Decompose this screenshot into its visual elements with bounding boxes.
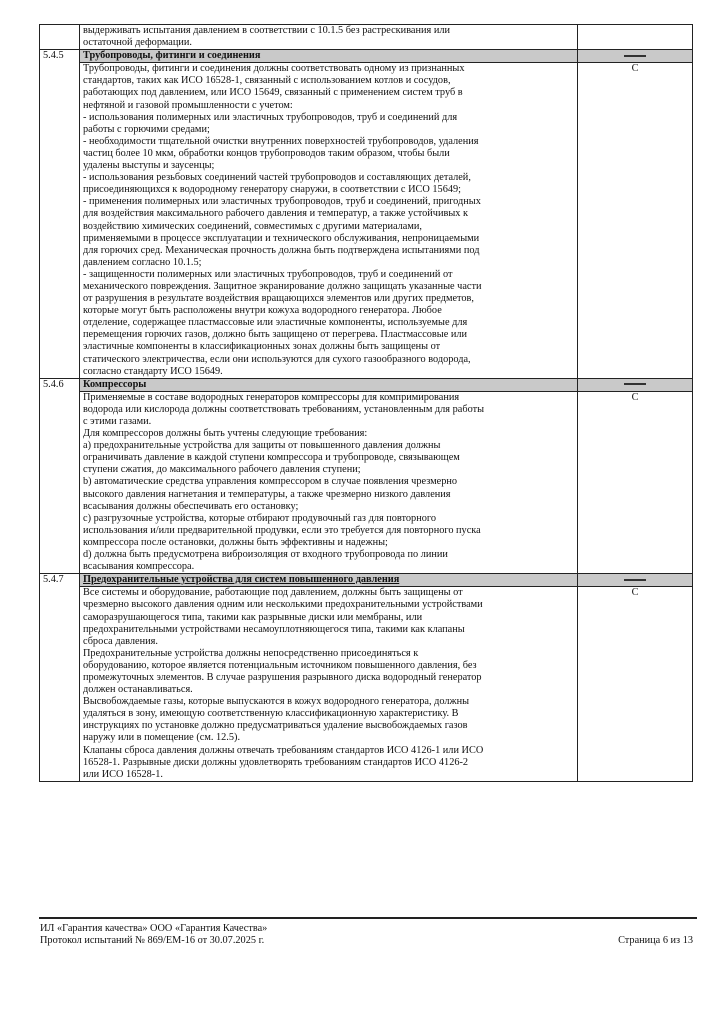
text-line: статического электричества, если они используются для сухого газообразного водорода,: [83, 353, 471, 365]
text-line: перемещения горючих газов, должно быть защищено от перегрева. Пластмассовые или: [83, 329, 468, 341]
result-cell: С: [578, 63, 693, 378]
text-line: для воздействия максимального рабочего давления и температур, а также устойчивых к: [83, 208, 468, 220]
clause-number: [40, 25, 80, 50]
text-line: - использования резьбовых соединений частей трубопроводов и составляющих деталей,: [83, 172, 471, 184]
dash-mark: [624, 55, 646, 57]
section-header-row: [40, 378, 693, 391]
result-cell: [578, 25, 693, 50]
text-line: остаточной деформации.: [83, 37, 192, 49]
text-line: водорода или кислорода должны соответствовать требованиям, установленным для работы: [83, 403, 485, 415]
text-line: удалены выступы и заусенцы;: [83, 160, 215, 172]
text-line: оборудованию, которое является потенциальным источником повышенного давления, без: [83, 659, 477, 671]
text-line: эластичные компоненты в классификационных зонах должны быть защищены от: [83, 341, 441, 353]
text-line: c) разгрузочные устройства, которые отбирают продувочный газ для повторного: [83, 512, 436, 524]
text-line: или ИСО 16528-1.: [83, 768, 163, 780]
header-mark: [578, 574, 693, 587]
section-title: Компрессоры: [80, 378, 578, 391]
text-line: механического повреждения. Защитное экранирование должно защищать указанные части: [83, 280, 482, 292]
text-line: - защищенности полимерных или эластичных трубопроводов, труб и соединений от: [83, 268, 453, 280]
text-line: высокого давления нагнетания и температуры, а также чрезмерно низкого давления: [83, 488, 451, 500]
requirement-text: [80, 391, 578, 573]
text-line: должен останавливаться.: [83, 684, 193, 696]
text-line: b) автоматические средства управления компрессором в случае появления чрезмерно: [83, 476, 458, 488]
requirements-table: [39, 24, 693, 782]
section-header-row: [40, 50, 693, 63]
text-line: нефтяной и газовой промышленности с учетом:: [83, 99, 293, 111]
requirement-text: [80, 587, 578, 782]
text-line: стандартов, таких как ИСО 16528-1, связанный с использованием котлов и сосудов,: [83, 75, 451, 87]
text-line: удаляться в зону, имеющую соответственную классификационную характеристику. В: [83, 708, 459, 720]
header-mark: [578, 378, 693, 391]
text-line: Предохранительные устройства должны непосредственно присоединяться к: [83, 647, 419, 659]
text-line: саморазрушающегося типа, такими как разрывные диски или мембраны, или: [83, 611, 423, 623]
dash-mark: [624, 579, 646, 581]
text-line: - применения полимерных или эластичных трубопроводов, труб и соединений, пригодных: [83, 196, 481, 208]
text-line: сброса давления.: [83, 635, 158, 647]
text-line: присоединяющихся к водородному генератору снаружи, в соответствии с ИСО 15649;: [83, 184, 461, 196]
text-line: Все системы и оборудование, работающие под давлением, должны быть защищены от: [83, 587, 463, 599]
text-line: инструкциях по установке должно предусматриваться удаление высвобождаемых газов: [83, 720, 468, 732]
text-line: Клапаны сброса давления должны отвечать требованиям стандартов ИСО 4126-1 или ИСО: [83, 744, 484, 756]
page-number: Страница 6 из 13: [618, 935, 693, 946]
text-line: от разрушения в результате воздействия вращающихся элементов или других предметов,: [83, 293, 474, 305]
text-line: - необходимости тщательной очистки внутренних поверхностей трубопроводов, удаления: [83, 135, 479, 147]
text-line: частиц более 10 мкм, обработки концов трубопроводов таким образом, чтобы были: [83, 147, 450, 159]
text-line: предохранительными устройствами несамоуплотняющегося типа, такими как клапаны: [83, 623, 465, 635]
footer-info: [40, 923, 695, 947]
requirement-text: [80, 63, 578, 378]
page-footer: [40, 923, 695, 947]
text-line: 16528-1. Разрывные диски должны удовлетворять требованиям стандартов ИСО 4126-2: [83, 756, 469, 768]
section-header-row: [40, 574, 693, 587]
table-row: [40, 63, 693, 378]
result-cell: С: [578, 391, 693, 573]
text-line: промежуточных элементов. В случае разрушения разрывного диска водородный генератор: [83, 671, 482, 683]
text-line: - использования полимерных или эластичных трубопроводов, труб и соединений для: [83, 111, 458, 123]
footer-lab-name: ИЛ «Гарантия качества» ООО «Гарантия Качества»: [40, 923, 268, 934]
section-title: Трубопроводы, фитинги и соединения: [80, 50, 578, 63]
text-line: использования и/или предварительной продувки, если это требуется для повторного пуска: [83, 524, 481, 536]
footer-protocol: Протокол испытаний № 869/ЕМ-16 от 30.07.2025 г.: [40, 935, 265, 946]
text-line: воздействию химических соединений, совместимых с другими материалами,: [83, 220, 422, 232]
text-line: работы с горючими средами;: [83, 123, 210, 135]
text-line: отделение, содержащее пластмассовые или эластичные компоненты, используемые для: [83, 317, 468, 329]
clause-number: 5.4.6: [40, 378, 80, 574]
text-line: всасывания компрессора.: [83, 561, 195, 573]
header-mark: [578, 50, 693, 63]
table-row: [40, 391, 693, 573]
text-line: согласно стандарту ИСО 15649.: [83, 365, 223, 377]
text-line: Трубопроводы, фитинги и соединения должны соответствовать одному из признанных: [83, 63, 465, 75]
text-line: Высвобождаемые газы, которые выпускаются в кожух водородного генератора, должны: [83, 696, 470, 708]
result-cell: С: [578, 587, 693, 782]
table-row: [40, 25, 693, 50]
text-line: компрессора после остановки, должны быть эффективны и надежны;: [83, 536, 388, 548]
clause-number: 5.4.5: [40, 50, 80, 379]
text-line: ограничивать давление в каждой ступени компрессора и трубопроводе, связывающем: [83, 452, 460, 464]
text-line: чрезмерно высокого давления одним или несколькими предохранительными устройствами: [83, 599, 483, 611]
text-line: которые могут быть расположены внутри кожуха водородного генератора. Любое: [83, 305, 442, 317]
text-line: d) должна быть предусмотрена виброизоляция от входного трубопровода по линии: [83, 549, 448, 561]
requirement-text: [80, 25, 578, 50]
footer-divider: [39, 917, 697, 919]
clause-number: 5.4.7: [40, 574, 80, 782]
section-title: Предохранительные устройства для систем повышенного давления: [80, 574, 578, 587]
text-line: Для компрессоров должны быть учтены следующие требования:: [83, 428, 368, 440]
text-line: ступени сжатия, до максимального рабочего давления ступени;: [83, 464, 361, 476]
text-line: Применяемые в составе водородных генераторов компрессоры для компримирования: [83, 391, 460, 403]
text-line: давлением согласно 10.1.5;: [83, 256, 202, 268]
text-line: наружу или в помещение (см. 12.5).: [83, 732, 241, 744]
text-line: всасывания должны обеспечивать его остановку;: [83, 500, 299, 512]
table-row: [40, 587, 693, 782]
text-line: для горючих сред. Механическая прочность должна быть подтверждена испытаниями под: [83, 244, 480, 256]
text-line: применяемыми в процессе эксплуатации и технического обслуживания, непроницаемыми: [83, 232, 480, 244]
text-line: a) предохранительные устройства для защиты от повышенного давления должны: [83, 440, 441, 452]
text-line: выдерживать испытания давлением в соответствии с 10.1.5 без растрескивания или: [83, 25, 450, 36]
text-line: работающих под давлением, или ИСО 15649, связанный с применением систем труб в: [83, 87, 463, 99]
dash-mark: [624, 383, 646, 385]
text-line: с этими газами.: [83, 416, 152, 427]
